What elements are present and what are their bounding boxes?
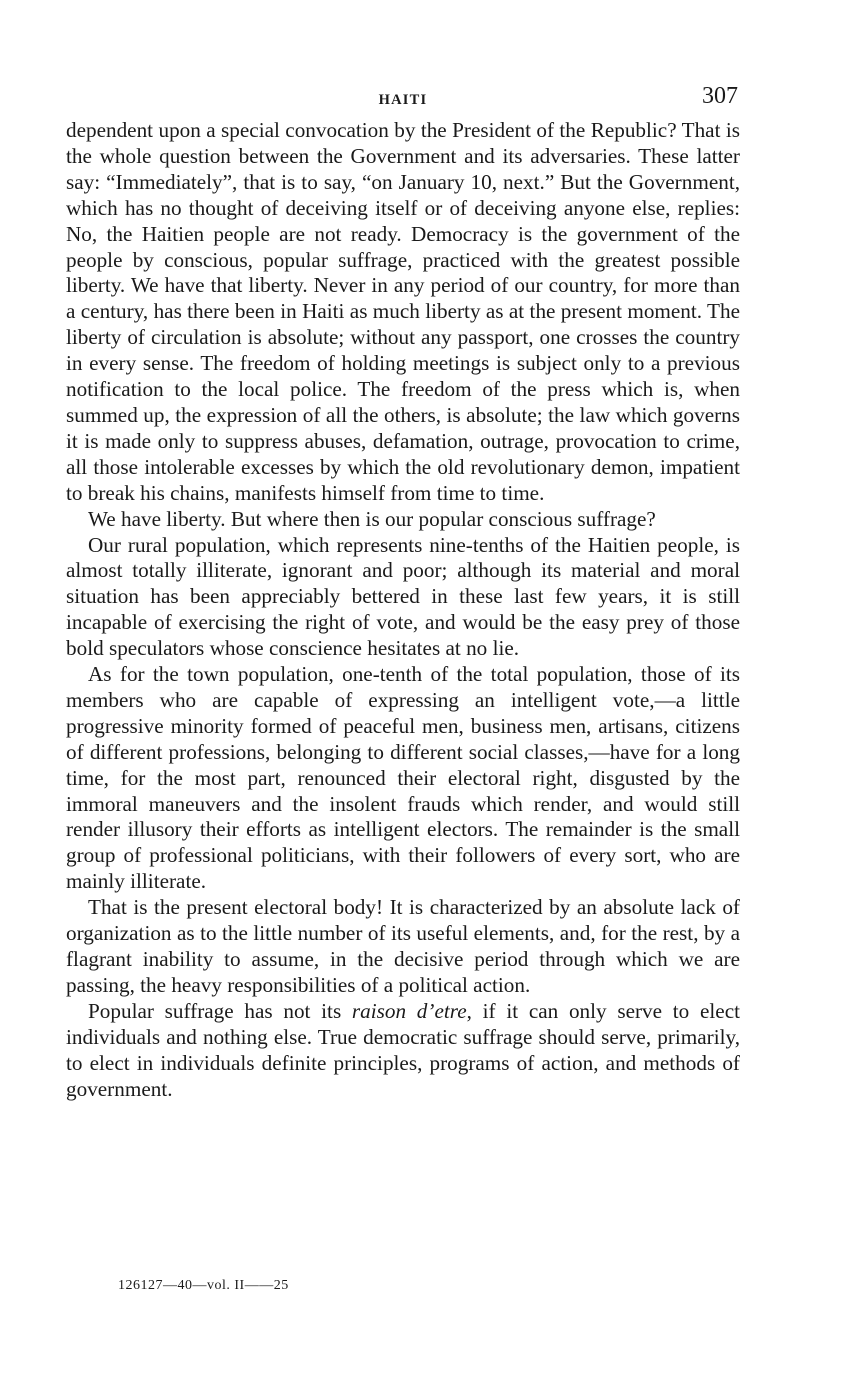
- text-segment: As for the town population, one-tenth of the total population, those of its members who are capable of expressing an intelligent vote,—a little progressive minority formed of peaceful men, business men, artisans, citizens of different professions, belonging to different social classes,—have for a long time, for the most part, renounced their electoral right, disgusted by the immoral maneuvers and the insolent frauds which render, and would still render illusory their efforts as intelligent electors. The remainder is the small group of professional politicians, with their followers of every sort, who are mainly illiterate.: [66, 662, 740, 894]
- text-segment: , if it can only serve to elect individuals and nothing else. True democratic suffrage should serve, primarily, to elect in individuals definite principles, programs of action, and methods of government.: [66, 998, 740, 1101]
- page-number: 307: [702, 83, 738, 109]
- text-segment: We have liberty. But where then is our popular conscious suffrage?: [88, 506, 656, 531]
- paragraph: [66, 895, 740, 999]
- page: [66, 78, 740, 1102]
- paragraph: [66, 507, 740, 533]
- paragraph-continued: [66, 118, 740, 507]
- text-segment: dependent upon a special convocation by the President of the Republic? That is the whole question between the Government and its adversaries. These latter say: “Immediately”, that is to say, “on January 10, next.” But the Government, which has no thought of deceiving itself or of deceiving anyone else, replies: No, the Haitien people are not ready. Democracy is the government of the people by conscious, popular suffrage, practiced with the greatest possible liberty. We have that liberty. Never in any period of our country, for more than a century, has there been in Haiti as much liberty as at the present moment. The liberty of circulation is absolute; without any passport, one crosses the country in every sense. The freedom of holding meetings is subject only to a previous notification to the local police. The freedom of the press which is, when summed up, the expression of all the others, is absolute; the law which governs it is made only to suppress abuses, defamation, outrage, provocation to crime, all those intolerable excesses by which the old revolutionary demon, impatient to break his chains, manifests himself from time to time.: [66, 118, 740, 505]
- text-segment: Popular suffrage has not its: [88, 998, 352, 1023]
- running-head: [66, 78, 740, 118]
- paragraph: [66, 533, 740, 663]
- text-segment: That is the present electoral body! It is characterized by an absolute lack of organization as to the little number of its useful elements, and, for the rest, by a flagrant inability to assume, in the decisive period through which we are passing, the heavy responsibilities of a political action.: [66, 895, 740, 997]
- italic-phrase: raison d’etre: [351, 998, 467, 1023]
- body-text: [66, 118, 740, 1102]
- paragraph: [66, 999, 740, 1103]
- paragraph: [66, 662, 740, 895]
- text-segment: Our rural population, which represents nine-tenths of the Haitien people, is almost totally illiterate, ignorant and poor; although its material and moral situation has been appreciably bettered in these last few years, it is still incapable of exercising the right of vote, and would be the easy prey of those bold speculators whose conscience hesitates at no lie.: [66, 532, 740, 661]
- running-title: HAITI: [378, 92, 428, 108]
- printer-signature-line: 126127—40—vol. II——25: [118, 1278, 289, 1293]
